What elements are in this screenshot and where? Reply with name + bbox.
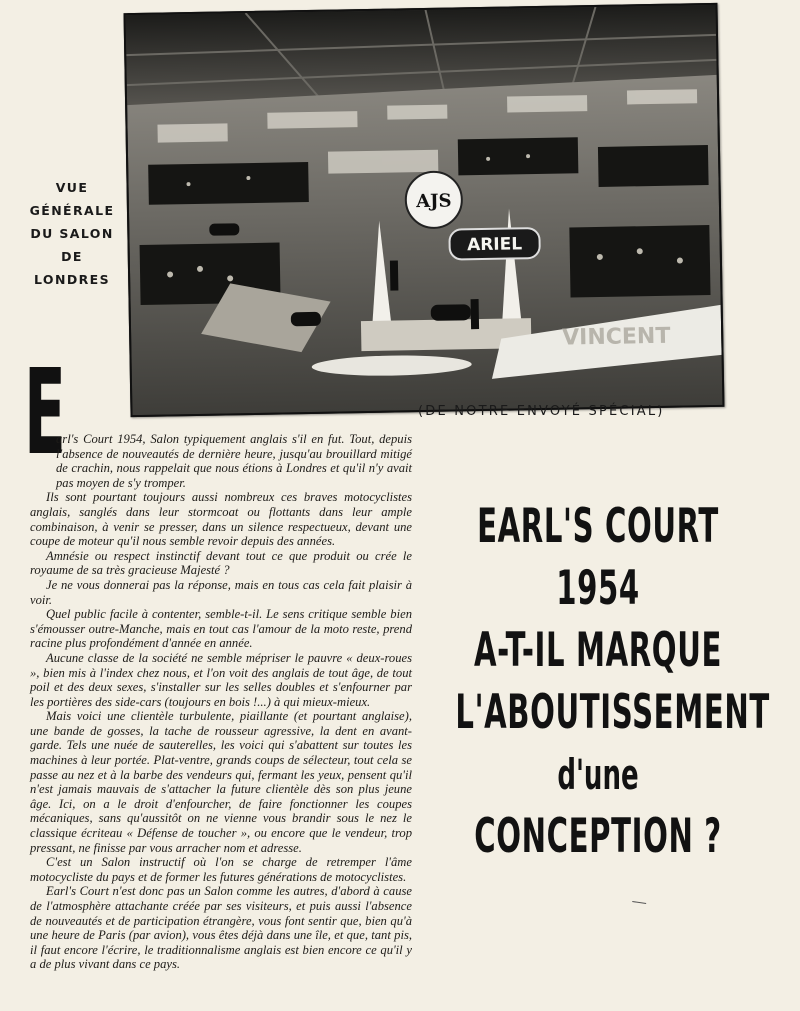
headline-line: L'ABOUTISSEMENT: [455, 685, 770, 740]
headline-line: 1954: [556, 561, 640, 616]
article-paragraph: Mais voici une clientèle turbulente, piaillante (et pourtant anglaise), une bande de gosses, la tache de rousseur agressive, la dent en avant-garde. Tels une nuée de sauterelles, les voici qui s'abattent sur toutes les machines à leur portée. Plat-ventre, grands coups de sélecteur, tout cela se passe au nez et à la barbe des vendeurs qui, fermant les yeux, pensent qu'il n'est jamais mauvais de s'attacher la future clientèle dès son plus jeune âge. Ici, on a le droit d'enfourcher, de faire fonctionner les coupes mécaniques, sans qu'aussitôt on ne vienne vous brandir sous le nez le classique écriteau « Défense de toucher », ou encore que le vendeur, trop pressant, ne finisse par vous arracher nom et adresse.: [30, 709, 412, 855]
caption-line: VUE GÉNÉRALE: [29, 180, 115, 218]
article-paragraph: Amnésie ou respect instinctif devant tout ce que produit ou crée le royaume de sa très gracieuse Majesté ?: [30, 548, 412, 578]
ink-mark: [632, 901, 646, 907]
headline-line: d'une: [557, 750, 639, 799]
photo-caption: [18, 176, 126, 291]
headline: [448, 496, 770, 868]
article-paragraph: arl's Court 1954, Salon typiquement anglais s'il en fut. Tout, depuis l'absence de nouveautés de dernière heure, jusqu'au brouillard mitigé de crachin, nous rappelait que nous étions à Londres et qu'il n'y avait pas moyen de s'y tromper.: [56, 432, 412, 490]
headline-line: CONCEPTION ?: [474, 809, 722, 864]
article-body: [30, 432, 412, 972]
headline-line: EARL'S COURT: [477, 499, 719, 554]
hall-illustration: [126, 5, 723, 415]
article-paragraph: Quel public facile à contenter, semble-t-il. Le sens critique semble bien s'émousser outre-Manche, mais en tout cas l'amour de la moto reste, prend racine plus profondément d'année en année.: [30, 607, 412, 651]
byline: (DE NOTRE ENVOYÉ SPÉCIAL): [418, 404, 665, 419]
ariel-sign: ARIEL: [466, 234, 523, 256]
caption-line: DU SALON DE: [30, 226, 114, 264]
article-paragraph: Ils sont pourtant toujours aussi nombreux ces braves motocyclistes anglais, sanglés dans leur stormcoat ou flottants dans leur ample combinaison, à venir se presser, dans un silence respectueux, devant une coupe de moteur qu'il nous semble revoir depuis des années.: [30, 490, 412, 549]
headline-line: A-T-IL MARQUE: [474, 623, 722, 678]
article-paragraph: Je ne vous donnerai pas la réponse, mais en tous cas cela fait plaisir à voir.: [30, 577, 412, 607]
article-paragraph: Aucune classe de la société ne semble mépriser le pauvre « deux-roues », bien mis à l'index chez nous, et l'on voit des anglais de tout âge, de tout poil et des deux sexes, s'installer sur les selles doubles et s'enfourner par les portières des side-cars (toujours en bois !...) à qui mieux-mieux.: [30, 650, 412, 709]
article-paragraph: Earl's Court n'est donc pas un Salon comme les autres, d'abord à cause de l'atmosphère attachante créée par ses visiteurs, et puis aussi l'absence de nouveautés et de participation étrangère, vous font sentir que, bien qu'à une heure de Paris (par avion), vous êtes déjà dans une île, et que, tant pis, il faut encore l'écrire, le traditionnalisme anglais est bien encore ce qu'il y a de plus vivant dans ce pays.: [30, 884, 412, 972]
caption-line: LONDRES: [34, 272, 110, 287]
drop-cap: E: [24, 343, 66, 481]
vincent-sign: VINCENT: [561, 323, 671, 351]
article-paragraph: C'est un Salon instructif où l'on se charge de retremper l'âme motocycliste du pays et de former les futures générations de motocyclistes.: [30, 855, 412, 884]
ajs-sign: AJS: [415, 190, 452, 213]
exhibition-photo: [124, 3, 725, 417]
